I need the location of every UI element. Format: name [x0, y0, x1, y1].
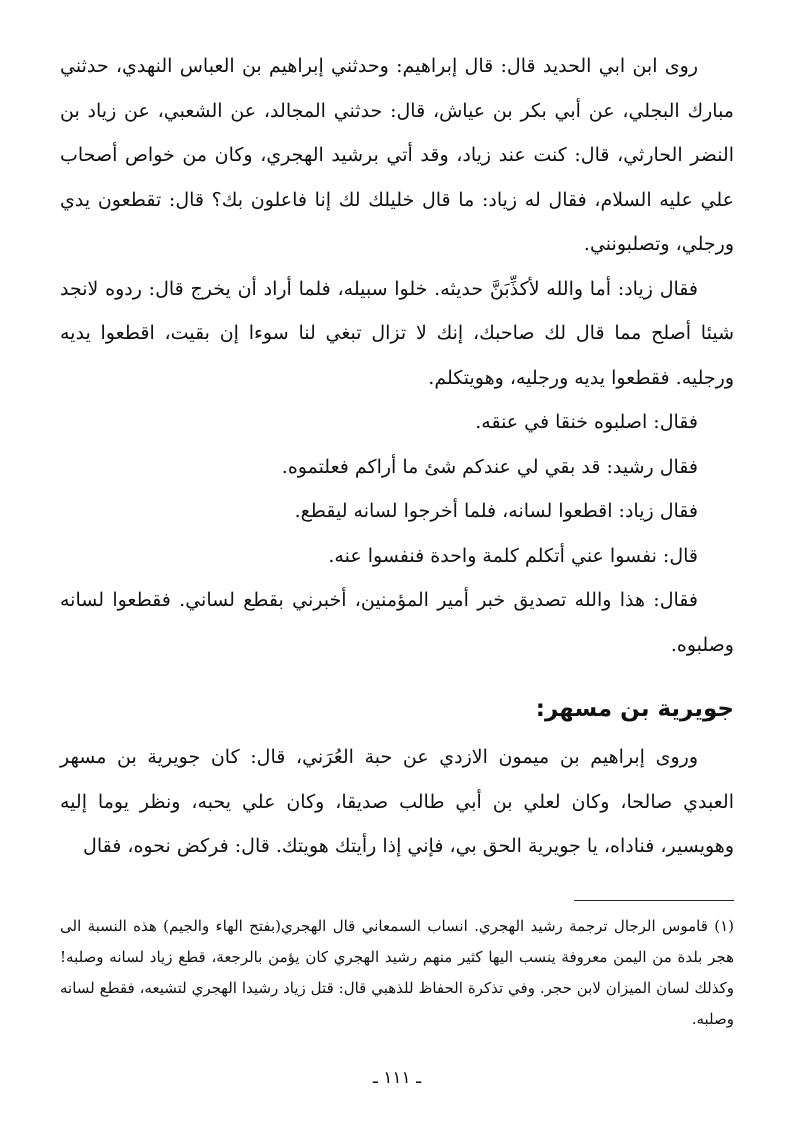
page-number: ـ ١١١ ـ	[372, 1068, 422, 1088]
paragraph-rashid-narration: روى ابن ابي الحديد قال: قال إبراهيم: وحدثني إبراهيم بن العباس النهدي، حدثني مبارك البجلي، عن أبي بكر بن عياش، قال: حدثني المجالد، عن الشعبي، عن زياد بن النضر الحارثي، قال: كنت عند زياد، وقد أتي برشيد الهجري، وكان من خواص أصحاب علي عليه السلام، فقال له زياد: ما قال خليلك لك إنا فاعلون بك؟ قال: تقطعون يدي ورجلي، وتصلبونني.	[60, 55, 734, 255]
footnote-divider	[574, 900, 734, 901]
paragraph-juwayriya-narration: وروى إبراهيم بن ميمون الازدي عن حبة العُرَني، قال: كان جويرية بن مسهر العبدي صالحا، وكان لعلي بن أبي طالب صديقا، وكان علي يحبه، ونظر يوما إليه وهويسير، فناداه، يا جويرية الحق بي، فإني إذا رأيتك هويتك. قال: فركض نحوه، فقال	[60, 746, 734, 857]
footnote-1: (١) قاموس الرجال ترجمة رشيد الهجري. انساب السمعاني قال الهجري(بفتح الهاء والجيم) هذه النسبة الى هجر بلدة من اليمن معروفة ينسب اليها كثير منهم رشيد الهجري كان يؤمن بالرجعة، قطع زياد لسانه وصلبه! وكذلك لسان الميزان لابن حجر. وفي تذكرة الحفاظ للذهبي قال: قتل زياد رشيدا الهجري لتشيعه، فقطع لسانه وصلبه.	[60, 917, 734, 1028]
paragraph-crucify: فقال: اصلبوه خنقا في عنقه.	[475, 411, 698, 433]
paragraph-release: قال: نفسوا عني أتكلم كلمة واحدة فنفسوا عنه.	[328, 544, 698, 567]
paragraph-cut-tongue: فقال زياد: اقطعوا لسانه، فلما أخرجوا لسانه ليقطع.	[294, 500, 698, 522]
paragraph-prophecy-fulfilled: فقال: هذا والله تصديق خبر أمير المؤمنين، أخبرني بقطع لساني. فقطعوا لسانه وصلبوه.	[60, 589, 734, 656]
footnotes-area	[60, 900, 734, 1035]
section-heading-juwayriya: جويرية بن مسهر:	[535, 696, 734, 722]
paragraph-rashid-speaks: فقال رشيد: قد بقي لي عندكم شئ ما أراكم فعلتموه.	[281, 455, 698, 478]
paragraph-ziyad-reply: فقال زياد: أما والله لأكذِّبَنَّ حديثه. خلوا سبيله، فلما أراد أن يخرج قال: ردوه لانجد شيئا أصلح مما قال لك صاحبك، إنك لا تزال تبغي لنا سوءا إن بقيت، اقطعوا يديه ورجليه. فقطعوا يديه ورجليه، وهويتكلم.	[60, 277, 734, 389]
main-text-body	[60, 44, 734, 869]
